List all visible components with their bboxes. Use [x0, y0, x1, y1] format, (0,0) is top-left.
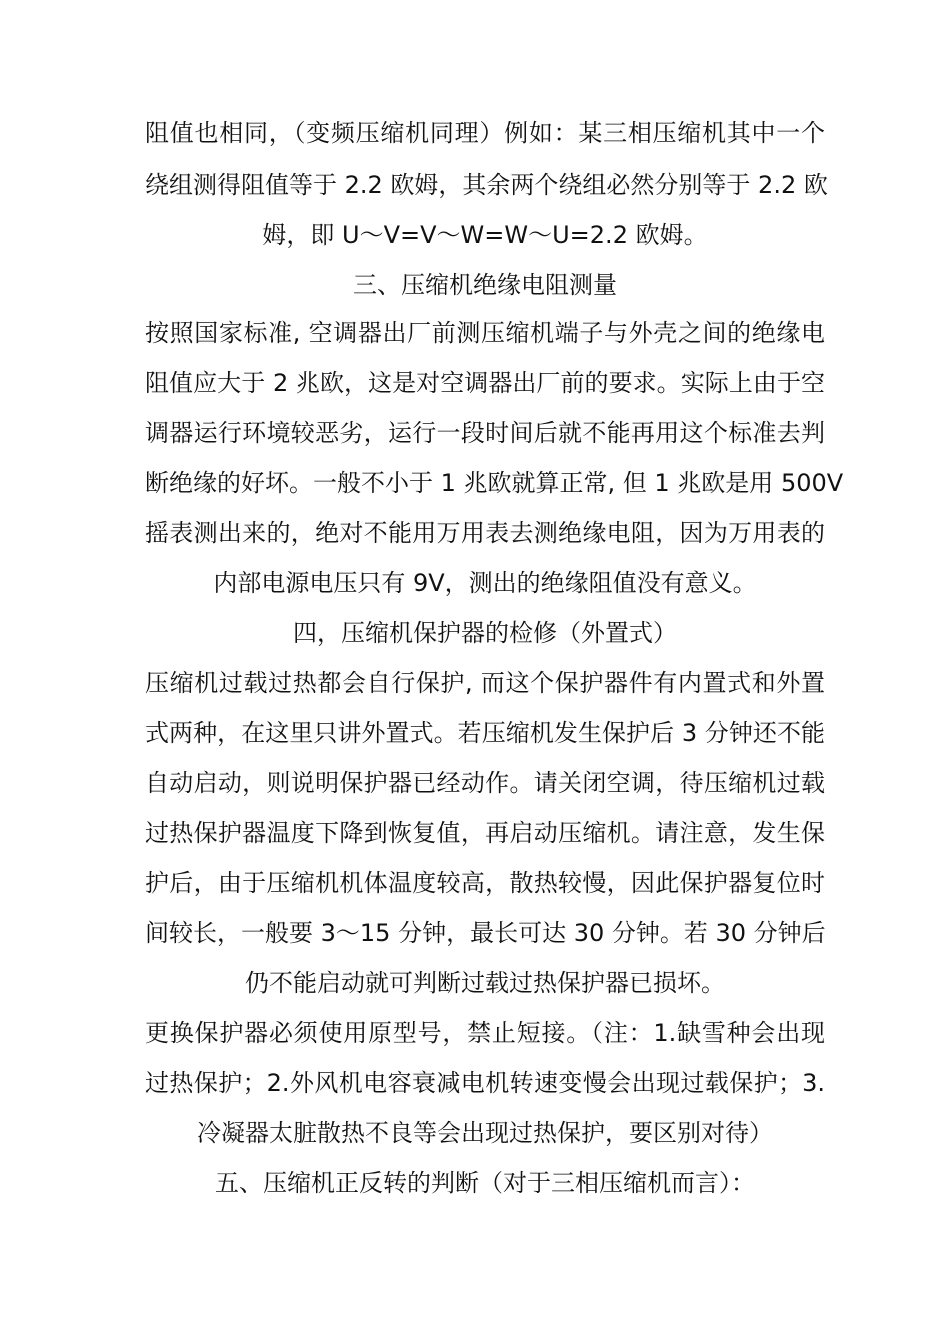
paragraph-line: 姆，即 U～V=V～W=W～U=2.2 欧姆。 [262, 221, 708, 249]
paragraph-line: 过热保护；2.外风机电容衰减电机转速变慢会出现过载保护；3. [145, 1069, 825, 1097]
paragraph-line: 断绝缘的好坏。一般不小于 1 兆欧就算正常, 但 1 兆欧是用 500V [145, 469, 844, 497]
paragraph-line: 阻值应大于 2 兆欧，这是对空调器出厂前的要求。实际上由于空 [145, 369, 825, 397]
paragraph-line: 压缩机过载过热都会自行保护, 而这个保护器件有内置式和外置 [145, 669, 825, 697]
paragraph-line: 更换保护器必须使用原型号，禁止短接。（注：1.缺雪种会出现 [145, 1019, 825, 1047]
section-heading-5: 五、压缩机正反转的判断（对于三相压缩机而言）： [215, 1169, 755, 1197]
paragraph-line: 阻值也相同，（变频压缩机同理）例如：某三相压缩机其中一个 [145, 119, 825, 147]
paragraph-line: 调器运行环境较恶劣，运行一段时间后就不能再用这个标准去判 [145, 419, 825, 447]
paragraph-line: 仍不能启动就可判断过载过热保护器已损坏。 [245, 969, 725, 997]
paragraph-line: 按照国家标准, 空调器出厂前测压缩机端子与外壳之间的绝缘电 [145, 319, 825, 347]
paragraph-line: 护后，由于压缩机机体温度较高，散热较慢，因此保护器复位时 [145, 869, 825, 897]
paragraph-line: 内部电源电压只有 9V，测出的绝缘阻值没有意义。 [213, 569, 757, 597]
paragraph-line: 冷凝器太脏散热不良等会出现过热保护，要区别对待） [197, 1119, 773, 1147]
paragraph-line: 绕组测得阻值等于 2.2 欧姆，其余两个绕组必然分别等于 2.2 欧 [145, 171, 828, 199]
paragraph-line: 摇表测出来的，绝对不能用万用表去测绝缘电阻，因为万用表的 [145, 519, 825, 547]
paragraph-line: 式两种，在这里只讲外置式。若压缩机发生保护后 3 分钟还不能 [145, 719, 825, 747]
section-heading-3: 三、压缩机绝缘电阻测量 [353, 271, 617, 299]
section-heading-4: 四，压缩机保护器的检修（外置式） [293, 619, 677, 647]
paragraph-line: 间较长，一般要 3～15 分钟，最长可达 30 分钟。若 30 分钟后 [145, 919, 826, 947]
paragraph-line: 自动启动，则说明保护器已经动作。请关闭空调，待压缩机过载 [145, 769, 825, 797]
paragraph-line: 过热保护器温度下降到恢复值，再启动压缩机。请注意，发生保 [145, 819, 825, 847]
